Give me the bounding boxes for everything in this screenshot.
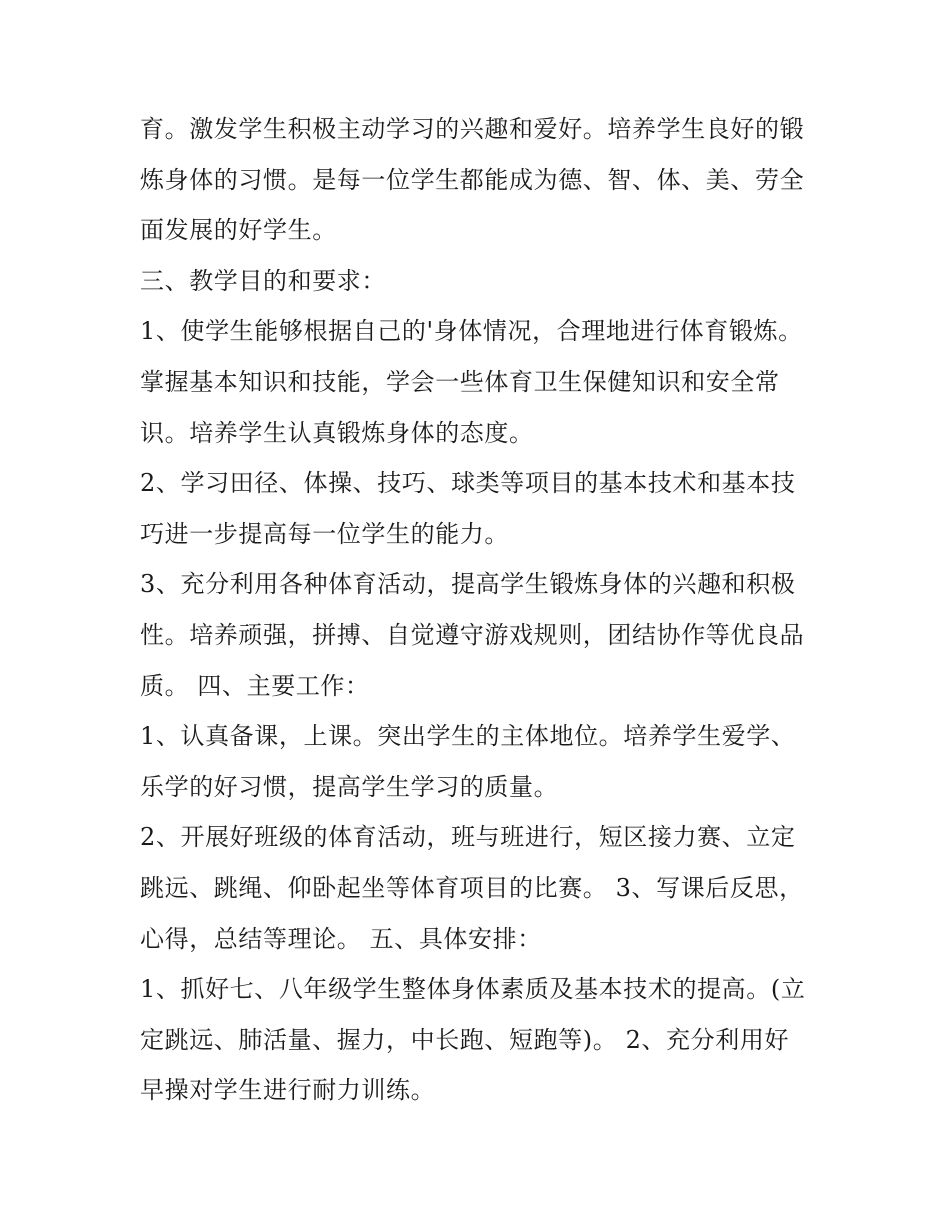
section-heading-teaching-goals: 三、教学目的和要求： [140, 266, 386, 295]
document-body [140, 104, 820, 1116]
text-line: 3、充分利用各种体育活动，提高学生锻炼身体的兴趣和积极 [140, 570, 796, 599]
text-line: 早操对学生进行耐力训练。 [140, 1076, 436, 1105]
text-line: 2、开展好班级的体育活动，班与班进行，短区接力赛、立定 [140, 823, 796, 852]
text-line: 掌握基本知识和技能，学会一些体育卫生保健知识和安全常 [140, 367, 780, 396]
text-line: 面发展的好学生。 [140, 216, 337, 245]
text-line: 定跳远、肺活量、握力，中长跑、短跑等)。 2、充分利用好 [140, 1025, 790, 1054]
text-line: 1、使学生能够根据自己的'身体情况，合理地进行体育锻炼。 [140, 317, 803, 346]
text-line: 乐学的好习惯，提高学生学习的质量。 [140, 772, 559, 801]
text-line: 巧进一步提高每一位学生的能力。 [140, 519, 509, 548]
text-line: 识。培养学生认真锻炼身体的态度。 [140, 418, 534, 447]
text-line: 2、学习田径、体操、技巧、球类等项目的基本技术和基本技 [140, 469, 796, 498]
text-line: 性。培养顽强，拼搏、自觉遵守游戏规则，团结协作等优良品 [140, 620, 805, 649]
text-line: 1、认真备课，上课。突出学生的主体地位。培养学生爱学、 [140, 722, 796, 751]
text-line: 炼身体的习惯。是每一位学生都能成为德、智、体、美、劳全 [140, 165, 805, 194]
text-line: 1、抓好七、八年级学生整体身体素质及基本技术的提高。(立 [140, 975, 806, 1004]
text-line: 心得，总结等理论。 五、具体安排： [140, 924, 542, 953]
text-line: 跳远、跳绳、仰卧起坐等体育项目的比赛。 3、写课后反思， [140, 873, 804, 902]
text-line: 育。激发学生积极主动学习的兴趣和爱好。培养学生良好的锻 [140, 115, 805, 143]
text-line: 质。 四、主要工作： [140, 671, 370, 700]
